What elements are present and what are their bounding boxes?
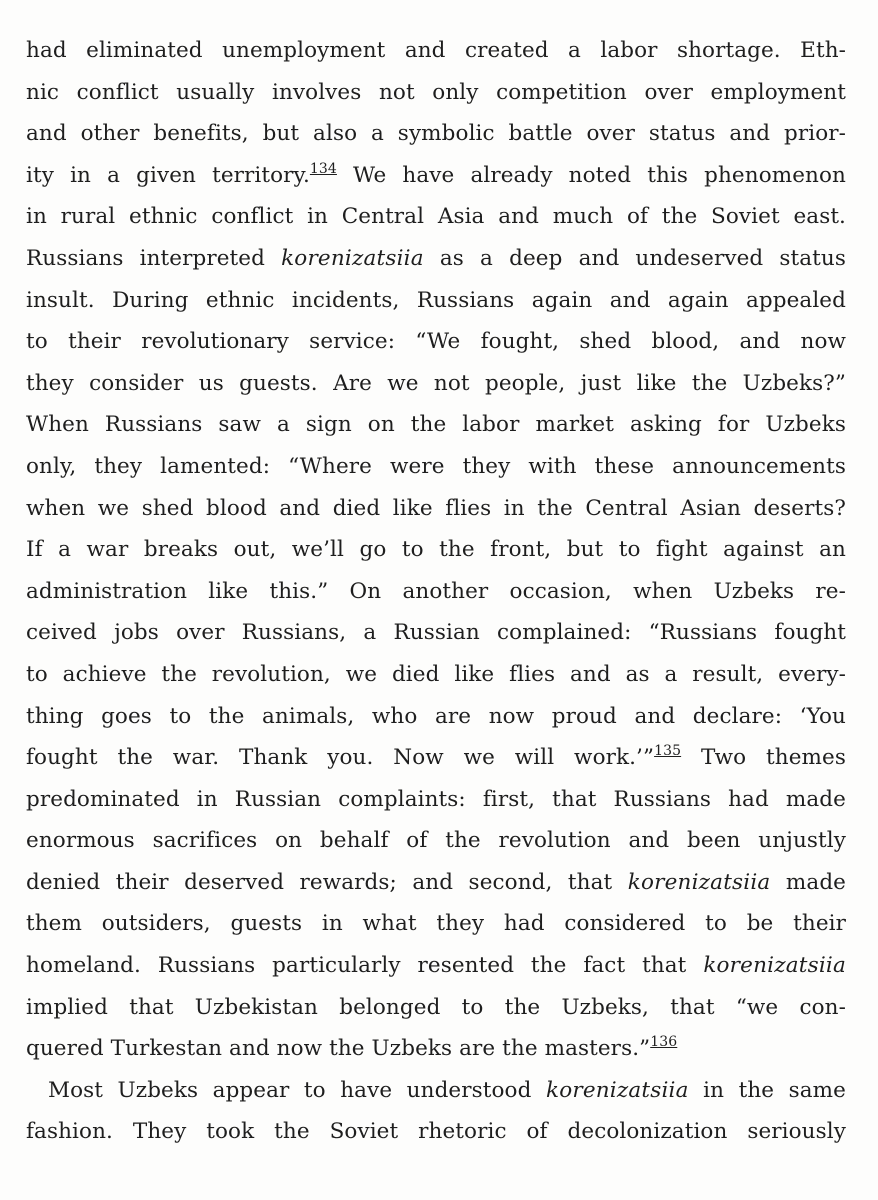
text-span: insult. During ethnic incidents, Russians again and again appealed (26, 287, 846, 313)
text-span: Most Uzbeks appear to have understood (48, 1077, 546, 1103)
text-span: in rural ethnic conflict in Central Asia and much of the Soviet east. (26, 204, 846, 230)
text-line (26, 1028, 846, 1070)
text-span: had eliminated unemployment and created a labor shortage. Eth- (26, 38, 846, 63)
text-line (26, 987, 846, 1029)
footnote-ref-134[interactable]: 134 (309, 160, 337, 177)
body-text (26, 30, 846, 1153)
text-line (26, 1070, 846, 1112)
text-line (26, 30, 846, 72)
text-span: We have already noted this phenomenon (336, 162, 846, 188)
text-span: them outsiders, guests in what they had considered to be their (26, 911, 846, 937)
text-span: fought the war. Thank you. Now we will work.’” (26, 745, 655, 771)
text-span: homeland. Russians particularly resented the fact that (26, 953, 704, 979)
text-span: as a deep and undeserved status (423, 245, 847, 271)
text-span: when we shed blood and died like flies in the Central Asian deserts? (26, 495, 846, 521)
text-line (26, 779, 846, 821)
text-span: implied that Uzbekistan belonged to the Uzbeks, that “we con- (26, 994, 846, 1020)
text-span: to their revolutionary service: “We fought, shed blood, and now (26, 329, 846, 355)
text-line (26, 737, 846, 779)
text-span: and other benefits, but also a symbolic battle over status and prior- (26, 121, 846, 147)
text-line (26, 363, 846, 405)
text-line (26, 612, 846, 654)
text-line (26, 238, 846, 280)
text-line (26, 72, 846, 114)
italic-term: korenizatsiia (545, 1077, 689, 1103)
text-span: Two themes (681, 745, 846, 771)
text-span: in the same (688, 1077, 846, 1103)
text-line (26, 446, 846, 488)
text-span: predominated in Russian complaints: first, that Russians had made (26, 786, 846, 812)
text-line (26, 196, 846, 238)
text-span: administration like this.” On another occasion, when Uzbeks re- (26, 578, 846, 604)
text-line (26, 529, 846, 571)
text-span: When Russians saw a sign on the labor market asking for Uzbeks (26, 412, 846, 438)
text-line (26, 280, 846, 322)
text-line (26, 571, 846, 613)
text-line (26, 321, 846, 363)
text-span: denied their deserved rewards; and second, that (26, 869, 628, 895)
text-span: fashion. They took the Soviet rhetoric of decolonization seriously (26, 1119, 846, 1145)
italic-term: korenizatsiia (281, 245, 424, 271)
text-span: Russians interpreted (26, 245, 282, 271)
text-span: they consider us guests. Are we not people, just like the Uzbeks?” (26, 370, 846, 396)
text-line (26, 696, 846, 738)
text-span: ity in a given territory. (26, 162, 310, 188)
text-line (26, 862, 846, 904)
footnote-ref-136[interactable]: 136 (650, 1034, 678, 1051)
text-line (26, 903, 846, 945)
text-span: made (770, 869, 847, 895)
text-line (26, 404, 846, 446)
italic-term: korenizatsiia (703, 953, 846, 979)
text-line (26, 488, 846, 530)
footnote-ref-135[interactable]: 135 (654, 743, 682, 760)
text-span: ceived jobs over Russians, a Russian complained: “Russians fought (26, 620, 846, 646)
text-span: only, they lamented: “Where were they with these announcements (26, 453, 846, 479)
text-span: enormous sacrifices on behalf of the revolution and been unjustly (26, 828, 846, 854)
text-line (26, 945, 846, 987)
text-line (26, 113, 846, 155)
text-span: nic conflict usually involves not only competition over employment (26, 79, 846, 105)
text-line (26, 155, 846, 197)
text-span: to achieve the revolution, we died like flies and as a result, every- (26, 661, 846, 687)
text-line (26, 654, 846, 696)
text-span: thing goes to the animals, who are now proud and declare: ‘You (26, 703, 846, 729)
italic-term: korenizatsiia (627, 869, 771, 895)
text-line (26, 820, 846, 862)
text-span: quered Turkestan and now the Uzbeks are the masters.” (26, 1036, 651, 1062)
text-span: If a war breaks out, we’ll go to the front, but to fight against an (26, 537, 846, 563)
text-line (26, 1111, 846, 1153)
